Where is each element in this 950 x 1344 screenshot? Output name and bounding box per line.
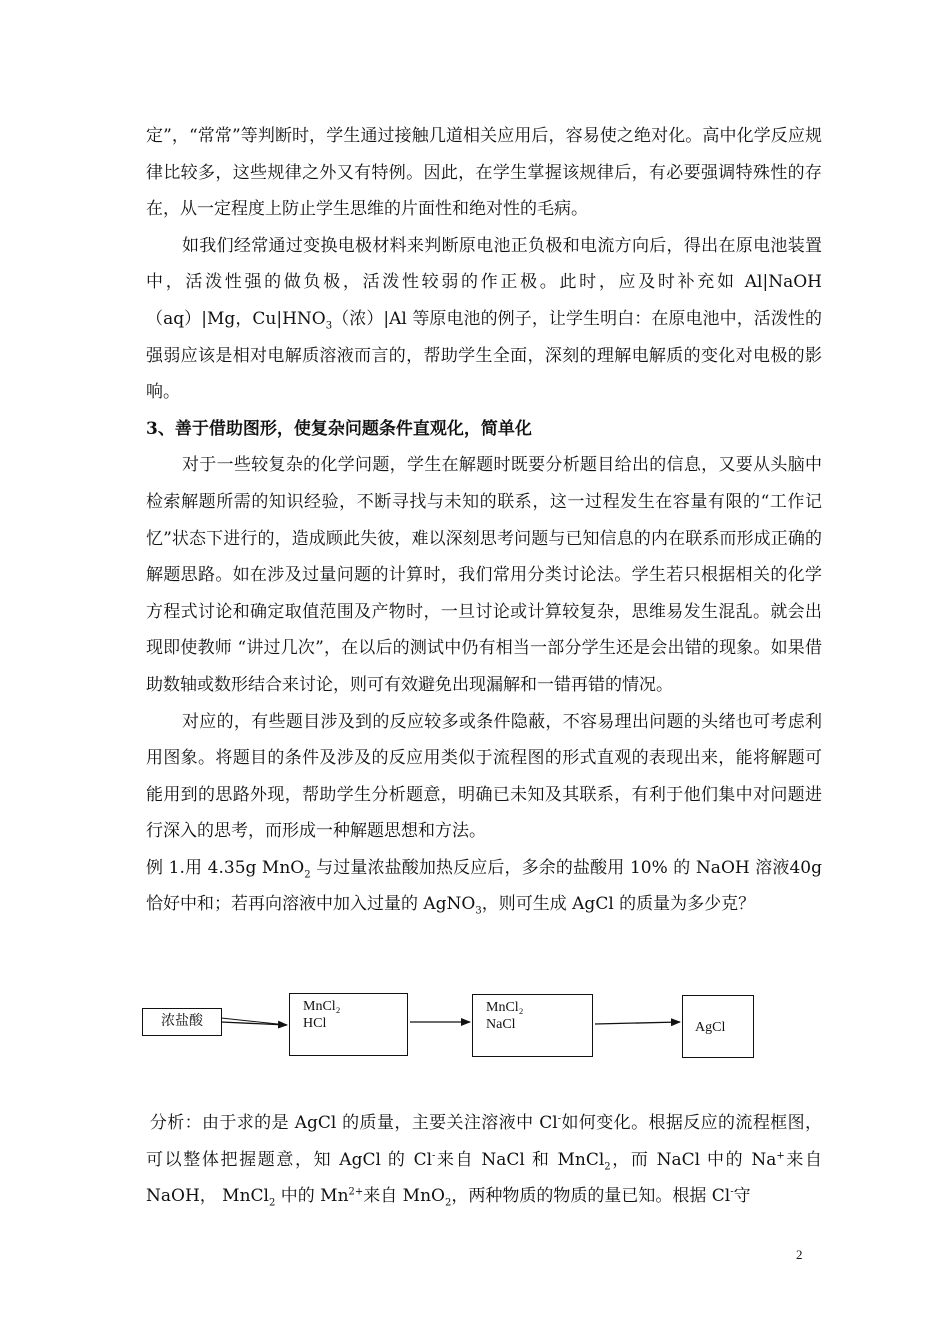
flow-box-agcl: AgCl (682, 995, 754, 1058)
flow-box-hcl-conc: 浓盐酸 (142, 1008, 222, 1036)
paragraph-4: 对应的，有些题目涉及到的反应较多或条件隐蔽，不容易理出问题的头绪也可考虑利用图象。将题目的条件及涉及的反应用类似于流程图的形式直观的表现出来，能将解题可能用到的思路外现，帮助学生分析题意，明确已未知及其联系，有利于他们集中对问题进行深入的思考，而形成一种解题思想和方法。 (146, 711, 822, 842)
section-heading-3: 3、善于借助图形，使复杂问题条件直观化，简单化 (146, 418, 532, 439)
page-number: 2 (796, 1247, 803, 1262)
arrow-3 (595, 1022, 680, 1024)
body-text (146, 118, 822, 923)
flow-box-mncl2-hcl: MnCl₂ HCl (289, 993, 408, 1056)
arrow-1 (221, 1022, 287, 1025)
arrow-1-shadow (221, 1018, 287, 1025)
paragraph-1: 定”，“常常”等判断时，学生通过接触几道相关应用后，容易使之绝对化。高中化学反应规律比较多，这些规律之外又有特例。因此，在学生掌握该规律后，有必要强调特殊性的存在，从一定程度上防止学生思维的片面性和绝对性的毛病。 (146, 126, 822, 220)
flow-box-mncl2-nacl: MnCl₂ NaCl (472, 994, 593, 1057)
paragraph-3: 对于一些较复杂的化学问题，学生在解题时既要分析题目给出的信息，又要从头脑中检索解题所需的知识经验，不断寻找与未知的联系，这一过程发生在容量有限的“工作记忆”状态下进行的，造成顾此失彼，难以深刻思考问题与已知信息的内在联系而形成正确的解题思路。如在涉及过量问题的计算时，我们常用分类讨论法。学生若只根据相关的化学方程式讨论和确定取值范围及产物时，一旦讨论或计算较复杂，思维易发生混乱。就会出现即使教师 “讲过几次”，在以后的测试中仍有相当一部分学生还是会出错的现象。如果借助数轴或数形结合来讨论，则可有效避免出现漏解和一错再错的情况。 (146, 455, 822, 695)
paragraph-2: 如我们经常通过变换电极材料来判断原电池正负极和电流方向后，得出在原电池装置中，活泼性强的做负极，活泼性较弱的作正极。此时，应及时补充如 Al|NaOH（aq）|Mg，$Cu|HNO_3$（浓）|Al 等原电池的例子，让学生明白：在原电池中，活泼性的强弱应该是相对电解质溶液而言的，帮助学生全面，深刻的理解电解质的变化对电极的影响。 (146, 235, 822, 403)
analysis-text (146, 1105, 822, 1215)
example-1: 例 1.用 4.35g MnO$_2$ 与过量浓盐酸加热反应后，多余的盐酸用 10% 的 NaOH 溶液40g 恰好中和；若再向溶液中加入过量的 AgNO$_3$，则可生成 AgCl 的质量为多少克？ (146, 857, 823, 917)
analysis-paragraph: 分析：由于求的是 AgCl 的质量，主要关注溶液中 Cl-如何变化。根据反应的流程框图，可以整体把握题意，知 AgCl 的 Cl-来自 NaCl 和 MnCl$_2$，而 NaCl 中的 Na+来自 NaOH， MnCl$_2$ 中的 $Mn^{2+}$来自 MnO$_2$，两种物质的物质的量已知。根据 Cl-守 (146, 1113, 823, 1209)
